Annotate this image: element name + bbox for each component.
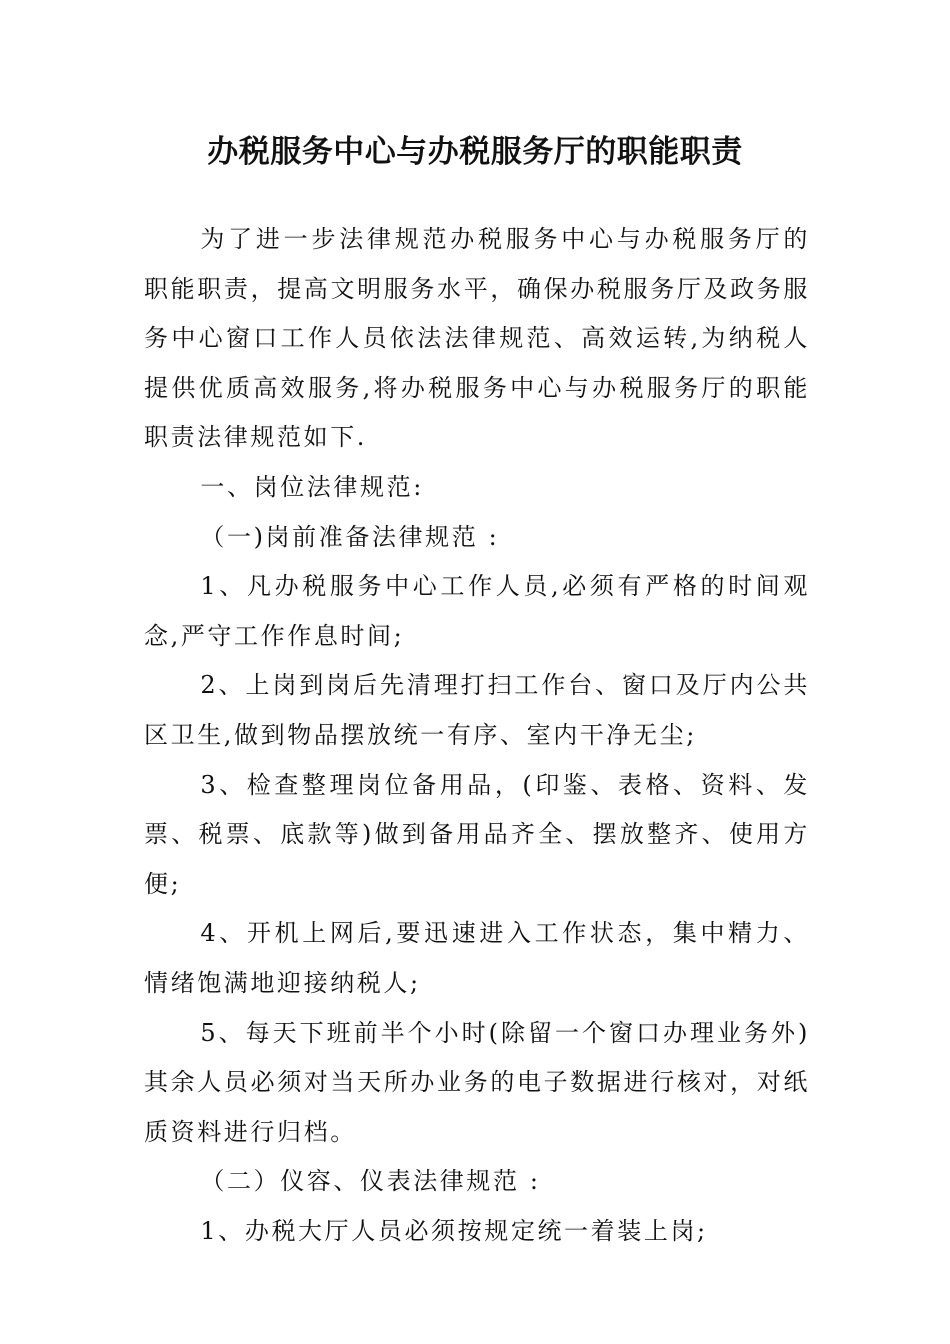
subsection-heading-pre-shift: （一)岗前准备法律规范 : bbox=[200, 522, 500, 551]
list-item: 1、办税大厅人员必须按规定统一着装上岗; bbox=[200, 1216, 708, 1245]
subsection-heading-appearance: （二）仪容、仪表法律规范 : bbox=[200, 1167, 541, 1196]
document-body bbox=[144, 215, 810, 1256]
section-heading-post-norms: 一、岗位法律规范: bbox=[200, 472, 424, 501]
list-item: 2、上岗到岗后先清理打扫工作台、窗口及厅内公共区卫生,做到物品摆放统一有序、室内干净无尘; bbox=[144, 671, 810, 749]
document-title: 办税服务中心与办税服务厅的职能职责 bbox=[207, 134, 743, 170]
list-item: 3、检查整理岗位备用品，(印鉴、表格、资料、发票、税票、底款等)做到备用品齐全、摆放整齐、使用方便; bbox=[144, 770, 810, 898]
list-item: 4、开机上网后,要迅速进入工作状态，集中精力、情绪饱满地迎接纳税人; bbox=[144, 919, 810, 997]
list-item: 5、每天下班前半个小时(除留一个窗口办理业务外)其余人员必须对当天所办业务的电子数据进行核对，对纸质资料进行归档。 bbox=[144, 1018, 810, 1146]
intro-paragraph: 为了进一步法律规范办税服务中心与办税服务厅的职能职责，提高文明服务水平，确保办税服务厅及政务服务中心窗口工作人员依法法律规范、高效运转,为纳税人提供优质高效服务,将办税服务中心与办税服务厅的职能职责法律规范如下. bbox=[144, 225, 810, 452]
list-item: 1、凡办税服务中心工作人员,必须有严格的时间观念,严守工作作息时间; bbox=[144, 572, 810, 650]
